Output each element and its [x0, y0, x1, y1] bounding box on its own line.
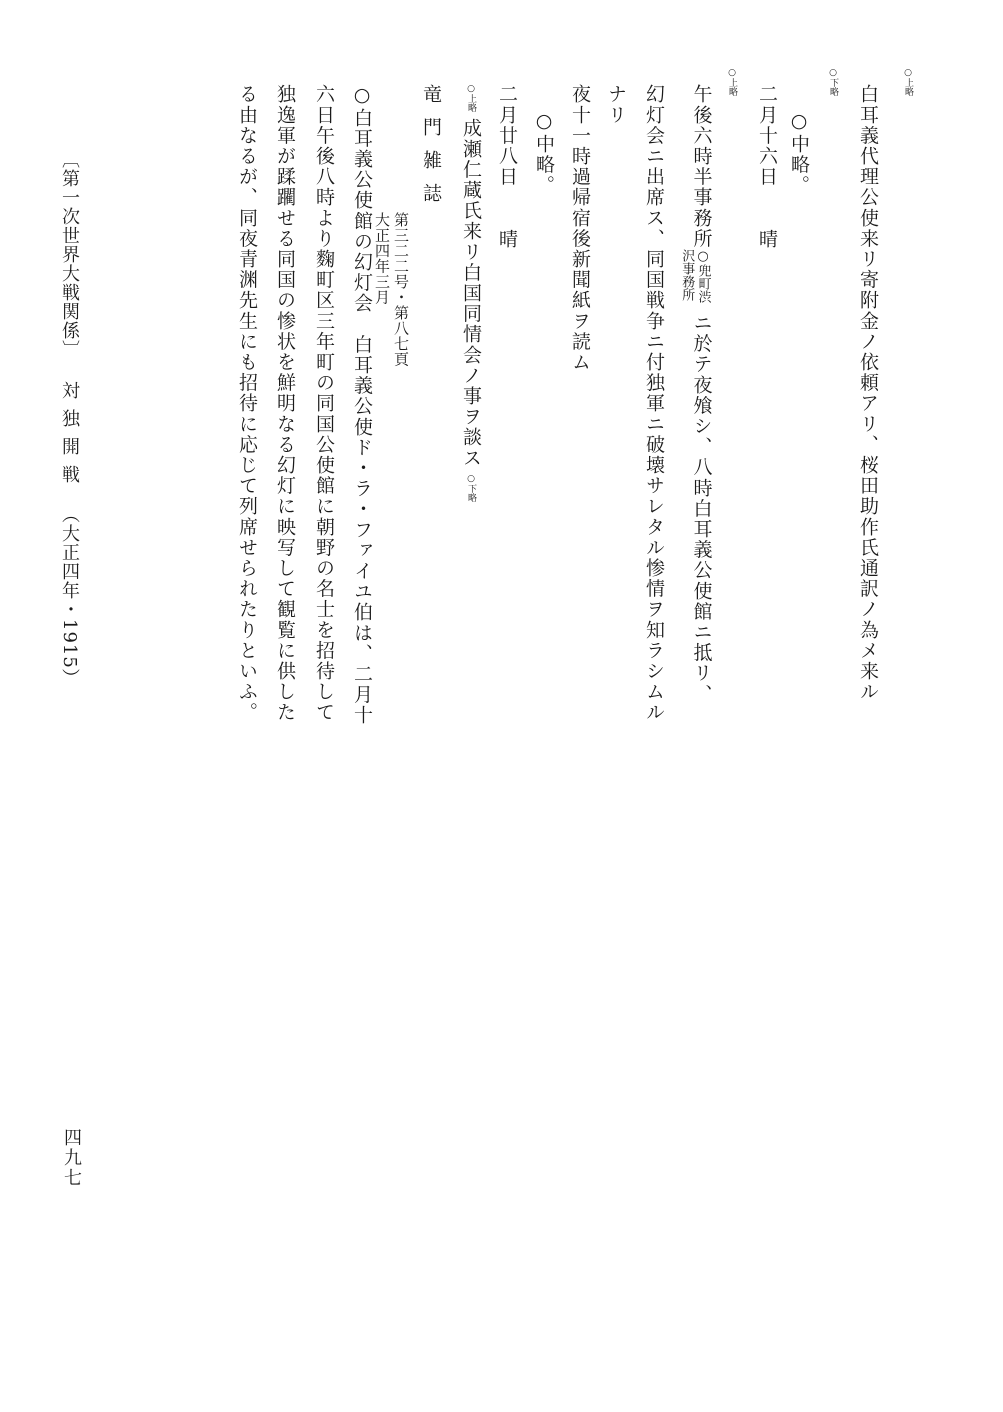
diary-entry3-top-note: ○上略 — [466, 84, 476, 112]
diary-entry3-date-line — [497, 84, 516, 250]
diary-omission-2: ○中略。 — [533, 110, 555, 196]
page-number: 四九七 — [61, 1128, 82, 1188]
diary-entry2-date: 二月十六日 — [756, 84, 778, 187]
magazine-line-2: 六日午後八時より麴町区三年町の同国公使館に朝野の名士を招待して — [313, 84, 335, 723]
diary-entry1-top-note: ○上略 — [903, 68, 913, 96]
diary-entry2-line1: 午後六時半事務所○兜町渋 沢事務所ニ於テ夜飧シ、八時白耳義公使館ニ抵リ、 — [679, 84, 713, 705]
magazine-title: 竜門雑誌 — [420, 84, 442, 216]
diary-entry1-text: 白耳義代理公使来リ寄附金ノ依頼アリ、桜田助作氏通訳ノ為メ来ル — [857, 84, 879, 702]
magazine-citation-1: 第三二二号・第八七頁 — [392, 212, 410, 367]
running-head-section: 〔第一次世界大戦関係〕 — [59, 150, 80, 359]
diary-entry1-bottom-note: ○下略 — [828, 68, 838, 96]
diary-entry2-line2: 幻灯会ニ出席ス、同国戦争ニ付独軍ニ破壊サレタル惨情ヲ知ラシムル — [643, 84, 665, 723]
magazine-line-1: ○白耳義公使館の幻灯会 白耳義公使ド・ラ・ファイユ伯は、二月十 — [351, 84, 373, 726]
diary-entry3-text: 成瀬仁蔵氏来リ白国同情会ノ事ヲ談ス — [460, 118, 482, 469]
diary-entry3-text-line — [461, 84, 480, 502]
magazine-line-4: る由なるが、同夜青渊先生にも招待に応じて列席せられたりといふ。 — [236, 84, 258, 723]
diary-entry2-top-note: ○上略 — [727, 68, 737, 96]
diary-entry3-weather: 晴 — [496, 229, 518, 250]
diary-entry3-date: 二月廿八日 — [496, 84, 518, 187]
diary-omission-1: ○中略。 — [788, 110, 810, 196]
diary-entry2-line3: ナリ — [605, 84, 627, 126]
magazine-citation-2: 大正四年三月 — [373, 212, 391, 305]
running-head-topic: 対独開戦 — [59, 381, 80, 493]
diary-entry3-bottom-note: ○下略 — [466, 474, 476, 503]
running-head — [60, 150, 78, 688]
diary-entry2-weather: 晴 — [756, 229, 778, 250]
diary-entry2-line4: 夜十一時過帰宿後新聞紙ヲ読ム — [569, 84, 591, 373]
running-head-era: （大正四年・1915） — [59, 505, 80, 688]
magazine-line-3: 独逸軍が蹂躙せる同国の惨状を鮮明なる幻灯に映写して観覧に供した — [274, 84, 296, 723]
diary-entry2-date-line — [757, 84, 776, 250]
diary-entry2-place-note: ○兜町渋 沢事務所 — [679, 248, 711, 303]
